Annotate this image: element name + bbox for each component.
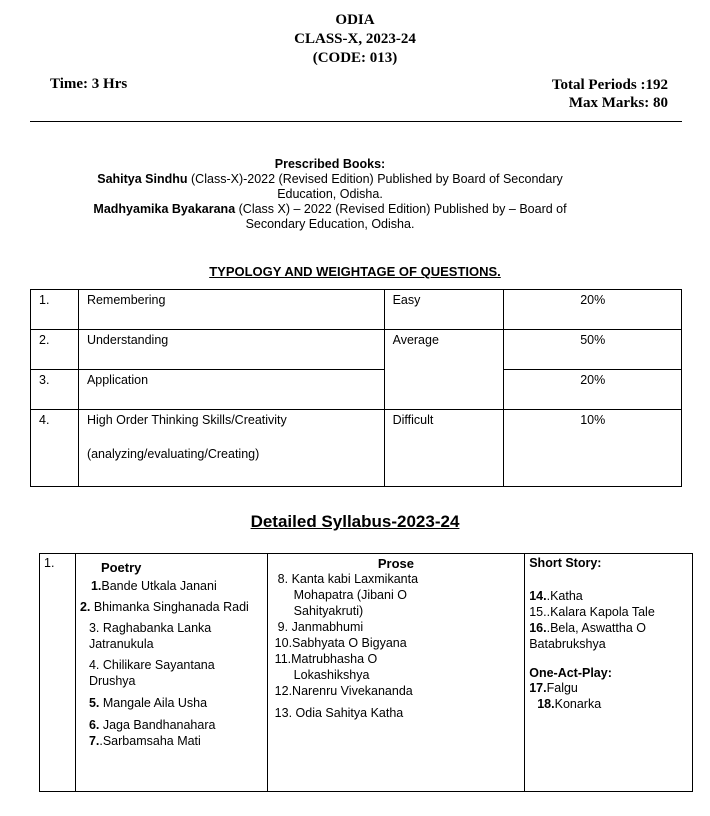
short-story-heading: Short Story: [529, 556, 602, 570]
typology-table [30, 289, 682, 487]
list-item: 10.Sabhyata O Bigyana [274, 636, 407, 650]
book-1-cont: Education, Odisha. [277, 187, 383, 201]
list-item: 12.Narenru Vivekananda [274, 684, 413, 698]
short-story-cell [525, 554, 693, 792]
list-item [529, 696, 688, 712]
item-number: 17. [529, 681, 547, 695]
list-item: 13. Odia Sahitya Katha [274, 706, 404, 720]
prose-heading: Prose [377, 556, 415, 571]
item-number: 18. [537, 697, 555, 711]
book-2-details: (Class X) – 2022 (Revised Edition) Published by – Board of [235, 202, 567, 216]
book-2-title: Madhyamika Byakarana [93, 202, 236, 216]
list-item-cont: Lokashikshya [293, 668, 370, 682]
list-item: 15..Kalara Kapola Tale [529, 605, 655, 619]
list-item: 9. Janmabhumi [277, 620, 364, 634]
skill: Understanding [78, 330, 384, 370]
item-number: 2. [79, 600, 91, 614]
book-2-cont: Secondary Education, Odisha. [245, 217, 415, 231]
typology-title: TYPOLOGY AND WEIGHTAGE OF QUESTIONS. [209, 264, 501, 279]
row-number: 1. [31, 290, 79, 330]
row-number: 1. [40, 554, 76, 792]
skill-line-2: (analyzing/evaluating/Creating) [86, 447, 260, 461]
poetry-heading: Poetry [100, 560, 142, 575]
item-number: 14. [529, 589, 547, 603]
list-item: 11.Matrubhasha O [274, 652, 378, 666]
table-row [31, 330, 682, 370]
list-item-cont: Sahityakruti) [293, 604, 364, 618]
item-title: Konarka [554, 697, 602, 711]
row-number: 3. [31, 370, 79, 410]
list-item [529, 620, 688, 636]
list-item [80, 599, 263, 615]
item-title: .Katha [546, 589, 583, 603]
subject-code: (CODE: 013) [312, 50, 398, 66]
table-row [31, 370, 682, 410]
list-item-cont: Batabrukshya [529, 637, 606, 651]
list-item [80, 733, 263, 749]
class-year: CLASS-X, 2023-24 [294, 31, 416, 47]
max-marks: Max Marks: 80 [568, 95, 668, 111]
total-periods: Total Periods :192 [551, 77, 668, 93]
difficulty-level: Average [384, 330, 504, 410]
table-row [31, 410, 682, 487]
weightage: 20% [504, 290, 682, 330]
table-row [31, 290, 682, 330]
header-divider [30, 121, 682, 122]
item-title: Bhimanka Singhanada Radi [90, 600, 249, 614]
list-item [529, 680, 688, 696]
subject-title: ODIA [335, 12, 375, 28]
row-number: 2. [31, 330, 79, 370]
syllabus-table [39, 553, 693, 792]
item-number: 6. [88, 718, 100, 732]
list-item: 8. Kanta kabi Laxmikanta [277, 572, 419, 586]
table-row [40, 554, 693, 792]
row-number: 4. [31, 410, 79, 487]
item-number: 16. [529, 621, 547, 635]
book-1-title: Sahitya Sindhu [97, 172, 188, 186]
item-number: 7. [88, 734, 100, 748]
skill-line-1: High Order Thinking Skills/Creativity [86, 413, 287, 427]
books-heading: Prescribed Books: [274, 157, 386, 171]
one-act-heading: One-Act-Play: [529, 666, 612, 680]
list-item: 3. Raghabanka Lanka Jatranukula [88, 621, 212, 651]
prose-cell [267, 554, 525, 792]
item-number: 1. [90, 579, 102, 593]
syllabus-title: Detailed Syllabus-2023-24 [250, 512, 460, 531]
list-item-cont: Mohapatra (Jibani O [293, 588, 407, 602]
skill: Application [78, 370, 384, 410]
weightage: 10% [504, 410, 682, 487]
prescribed-books [0, 157, 660, 232]
list-item: 4. Chilikare Sayantana Drushya [88, 658, 215, 688]
item-title: Falgu [546, 681, 578, 695]
item-title: Bande Utkala Janani [101, 579, 217, 593]
book-1 [0, 172, 660, 187]
list-item [80, 578, 263, 594]
item-title: Jaga Bandhanahara [99, 718, 216, 732]
item-title: Mangale Aila Usha [99, 696, 208, 710]
item-number: 5. [88, 696, 100, 710]
book-2 [0, 202, 660, 217]
item-title: .Bela, Aswattha O [546, 621, 646, 635]
list-item [529, 588, 688, 604]
poetry-cell [75, 554, 267, 792]
time-allowed: Time: 3 Hrs [50, 76, 128, 92]
difficulty-level: Difficult [384, 410, 504, 487]
marks-info [552, 76, 668, 112]
list-item [80, 717, 263, 733]
book-1-details: (Class-X)-2022 (Revised Edition) Published by Board of Secondary [187, 172, 563, 186]
weightage: 20% [504, 370, 682, 410]
difficulty-level: Easy [384, 290, 504, 330]
list-item [80, 695, 263, 711]
skill: Remembering [78, 290, 384, 330]
weightage: 50% [504, 330, 682, 370]
skill [78, 410, 384, 487]
item-title: .Sarbamsaha Mati [99, 734, 201, 748]
